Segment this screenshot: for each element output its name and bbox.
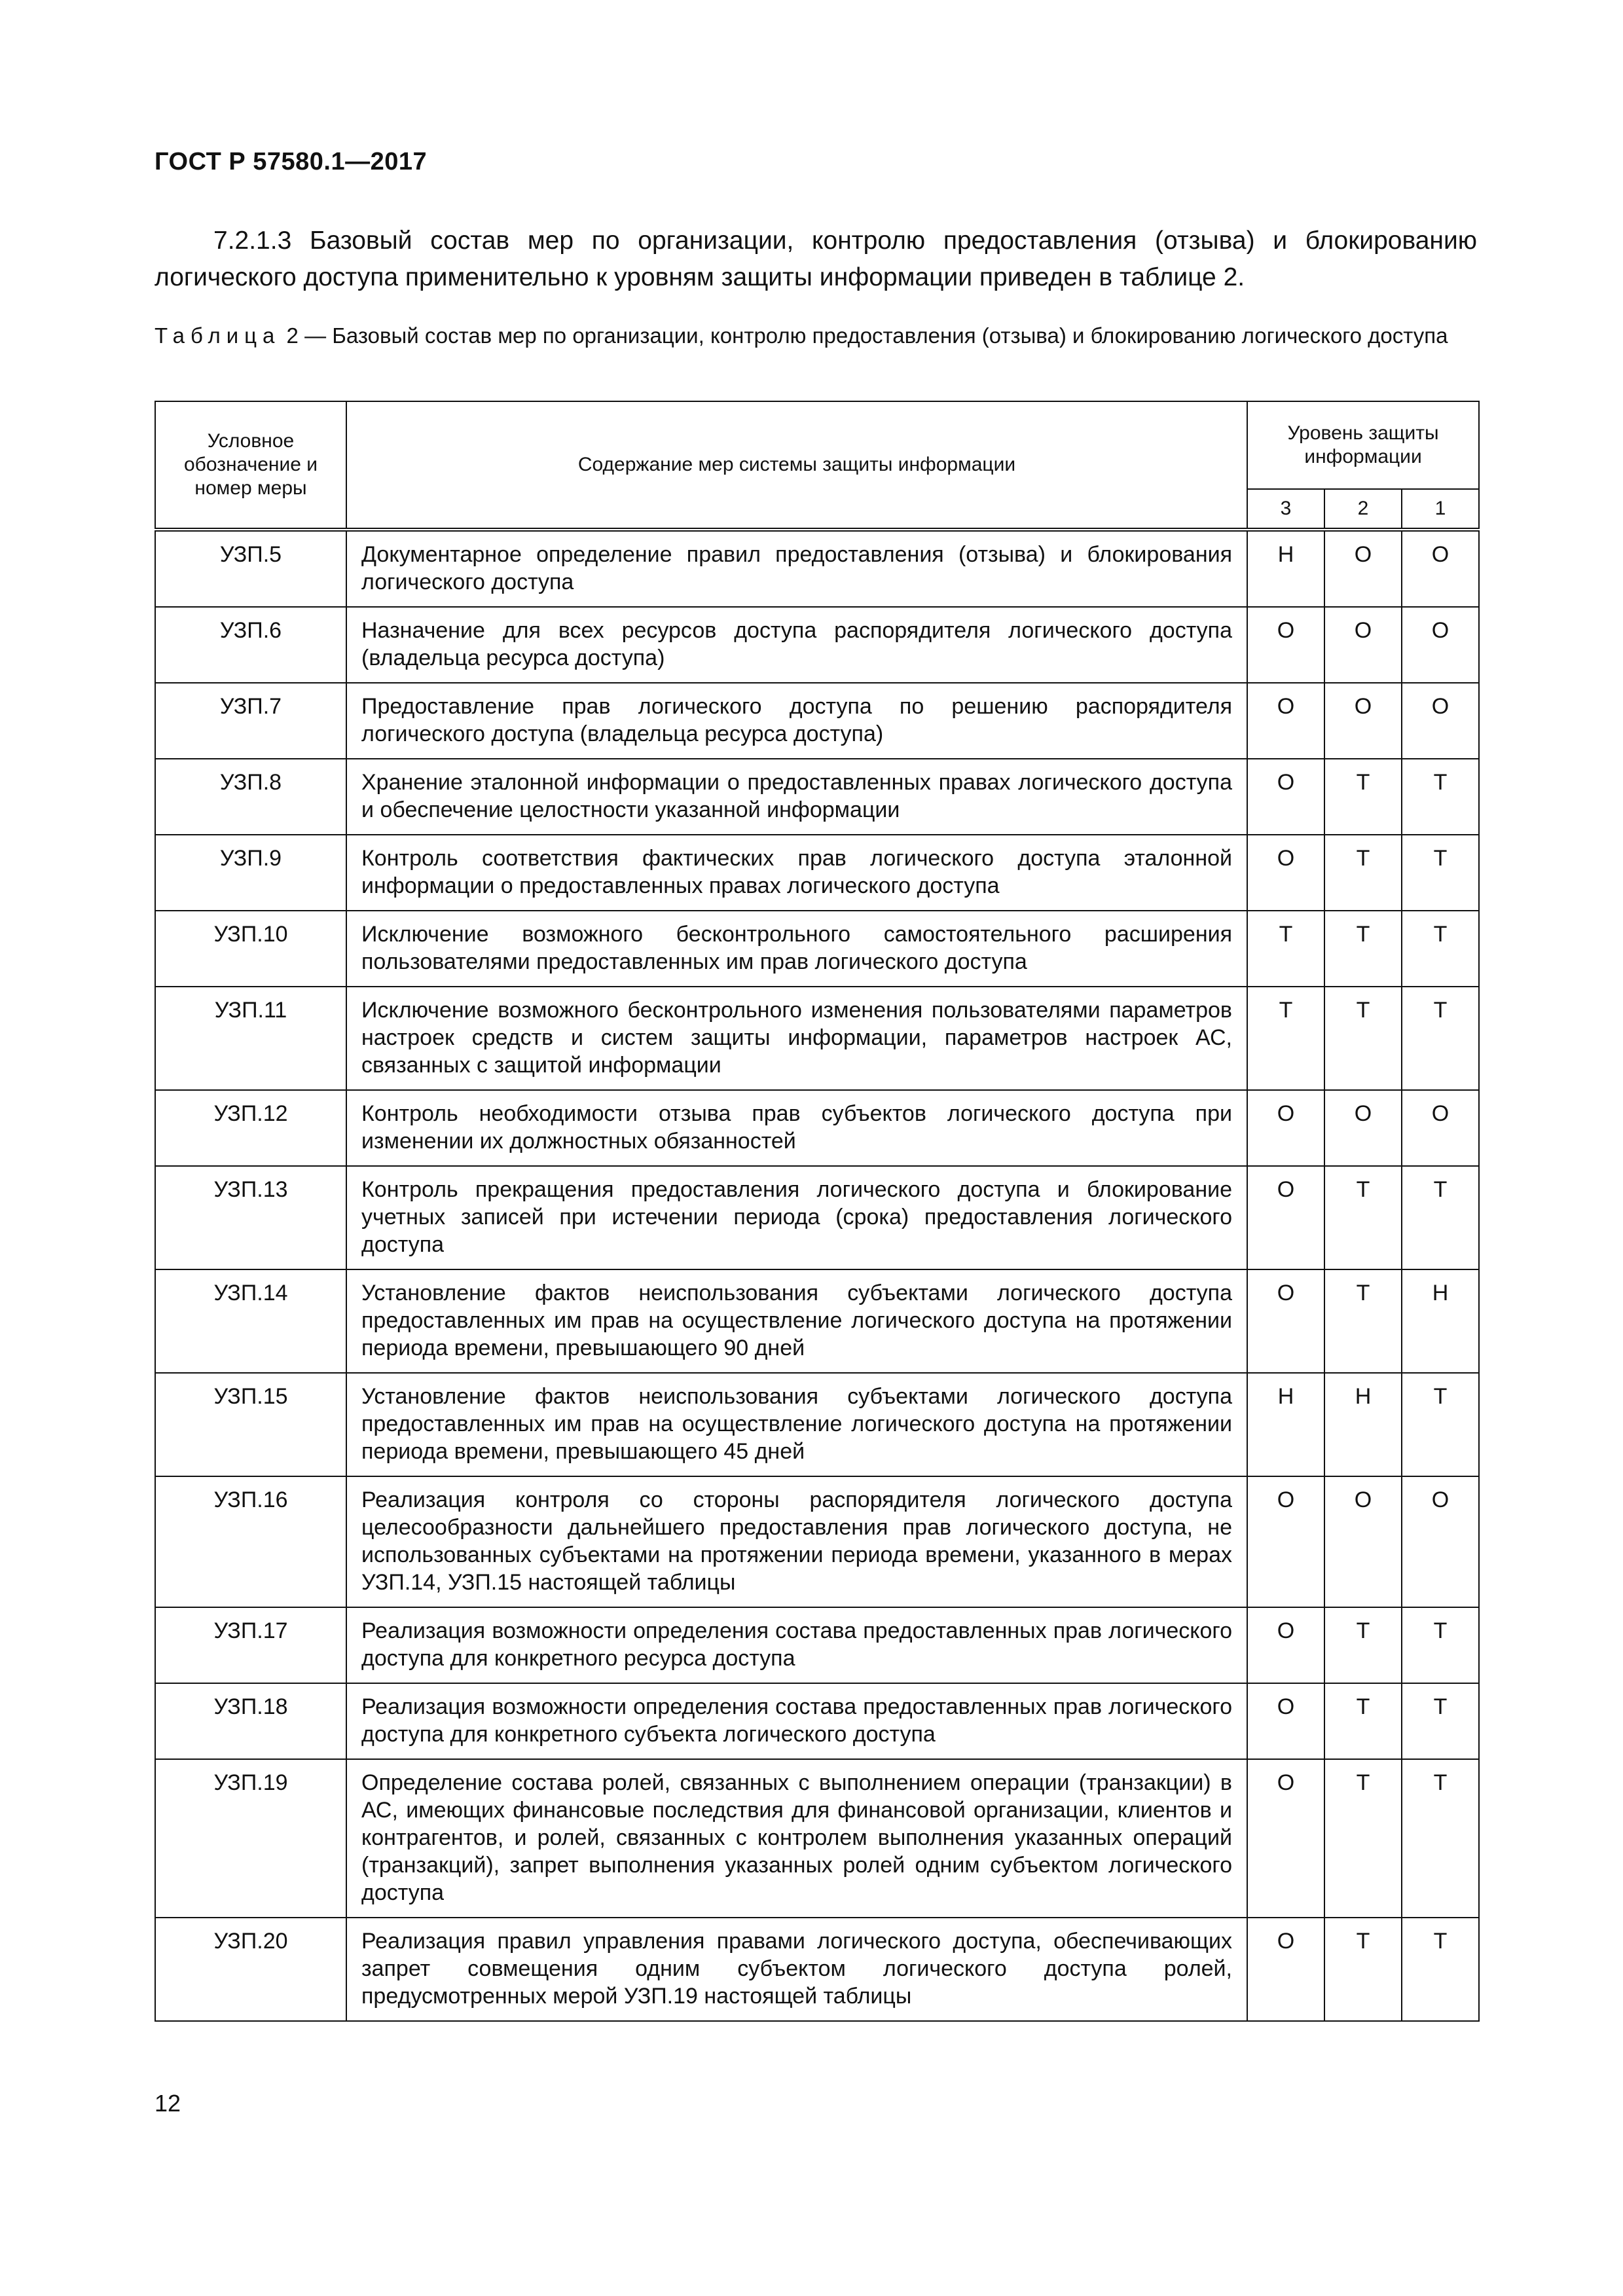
- measure-content: Реализация контроля со стороны распорядителя логического доступа целесообразности дальнейшего предоставления прав логического доступа, не использованных субъектами на протяжении периода времени, указанного в мерах УЗП.14, УЗП.15 настоящей таблицы: [346, 1476, 1247, 1607]
- level-1-value: О: [1402, 1476, 1479, 1607]
- measure-content: Назначение для всех ресурсов доступа распорядителя логического доступа (владельца ресурса доступа): [346, 607, 1247, 683]
- intro-paragraph: 7.2.1.3 Базовый состав мер по организации, контролю предоставления (отзыва) и блокированию логического доступа применительно к уровням защиты информации приведен в таблице 2.: [155, 227, 1477, 291]
- measure-code: УЗП.8: [155, 759, 346, 835]
- level-3-value: О: [1247, 1607, 1324, 1683]
- level-3-value: О: [1247, 1269, 1324, 1373]
- level-3-value: О: [1247, 1918, 1324, 2021]
- measure-code: УЗП.13: [155, 1166, 346, 1269]
- measure-content: Документарное определение правил предоставления (отзыва) и блокирования логического доступа: [346, 530, 1247, 607]
- table-row: [155, 1090, 1479, 1166]
- level-3-value: О: [1247, 683, 1324, 759]
- level-2-value: О: [1324, 530, 1402, 607]
- measure-content: Установление фактов неиспользования субъектами логического доступа предоставленных им прав на осуществление логического доступа на протяжении периода времени, превышающего 90 дней: [346, 1269, 1247, 1373]
- measure-code: УЗП.18: [155, 1683, 346, 1759]
- level-3-value: Н: [1247, 1373, 1324, 1476]
- level-1-value: Т: [1402, 1683, 1479, 1759]
- level-1-value: О: [1402, 1090, 1479, 1166]
- level-2-value: О: [1324, 683, 1402, 759]
- measure-content: Контроль прекращения предоставления логического доступа и блокирование учетных записей при истечении периода (срока) предоставления логического доступа: [346, 1166, 1247, 1269]
- measure-code: УЗП.20: [155, 1918, 346, 2021]
- column-header-code: Условное обозначение и номер меры: [155, 401, 346, 530]
- table-row: [155, 1759, 1479, 1918]
- measure-code: УЗП.6: [155, 607, 346, 683]
- measure-content: Реализация возможности определения состава предоставленных прав логического доступа для конкретного субъекта логического доступа: [346, 1683, 1247, 1759]
- measure-code: УЗП.19: [155, 1759, 346, 1918]
- level-2-value: Т: [1324, 987, 1402, 1090]
- measure-code: УЗП.7: [155, 683, 346, 759]
- level-3-value: О: [1247, 607, 1324, 683]
- table-row: [155, 911, 1479, 987]
- level-2-value: Т: [1324, 1607, 1402, 1683]
- measure-content: Определение состава ролей, связанных с выполнением операции (транзакции) в АС, имеющих финансовые последствия для финансовой организации, клиентов и контрагентов, и ролей, связанных с контролем выполнения указанных операций (транзакций), запрет выполнения указанных ролей одним субъектом логического доступа: [346, 1759, 1247, 1918]
- table-row: [155, 1683, 1479, 1759]
- level-2-value: Т: [1324, 759, 1402, 835]
- table-row: [155, 1166, 1479, 1269]
- measure-code: УЗП.14: [155, 1269, 346, 1373]
- level-1-value: Т: [1402, 911, 1479, 987]
- level-3-value: О: [1247, 1090, 1324, 1166]
- level-1-value: Т: [1402, 759, 1479, 835]
- level-3-value: О: [1247, 1683, 1324, 1759]
- level-3-value: О: [1247, 759, 1324, 835]
- table-row: [155, 1269, 1479, 1373]
- table-row: [155, 1476, 1479, 1607]
- measure-content: Исключение возможного бесконтрольного изменения пользователями параметров настроек средств и систем защиты информации, параметров настроек АС, связанных с защитой информации: [346, 987, 1247, 1090]
- measure-code: УЗП.17: [155, 1607, 346, 1683]
- column-header-level-2: 2: [1324, 489, 1402, 530]
- measure-content: Реализация возможности определения состава предоставленных прав логического доступа для конкретного ресурса доступа: [346, 1607, 1247, 1683]
- table-caption-text: 2 — Базовый состав мер по организации, контролю предоставления (отзыва) и блокированию логического доступа: [280, 323, 1448, 348]
- measure-code: УЗП.12: [155, 1090, 346, 1166]
- measure-content: Исключение возможного бесконтрольного самостоятельного расширения пользователями предоставленных им прав логического доступа: [346, 911, 1247, 987]
- column-header-level-group: Уровень защиты информации: [1247, 401, 1479, 489]
- table-caption: [155, 321, 1477, 351]
- level-1-value: Т: [1402, 1607, 1479, 1683]
- level-2-value: Н: [1324, 1373, 1402, 1476]
- measure-content: Хранение эталонной информации о предоставленных правах логического доступа и обеспечение целостности указанной информации: [346, 759, 1247, 835]
- level-2-value: О: [1324, 1090, 1402, 1166]
- level-2-value: Т: [1324, 1166, 1402, 1269]
- column-header-level-1: 1: [1402, 489, 1479, 530]
- level-1-value: Н: [1402, 1269, 1479, 1373]
- table-row: [155, 835, 1479, 911]
- level-1-value: О: [1402, 607, 1479, 683]
- level-3-value: Т: [1247, 911, 1324, 987]
- page-number: 12: [155, 2090, 181, 2117]
- level-3-value: О: [1247, 1166, 1324, 1269]
- measure-code: УЗП.15: [155, 1373, 346, 1476]
- table-row: [155, 1918, 1479, 2021]
- level-2-value: О: [1324, 607, 1402, 683]
- table-row: [155, 530, 1479, 607]
- level-3-value: О: [1247, 835, 1324, 911]
- level-2-value: Т: [1324, 1759, 1402, 1918]
- level-2-value: Т: [1324, 1683, 1402, 1759]
- level-1-value: О: [1402, 530, 1479, 607]
- level-2-value: Т: [1324, 911, 1402, 987]
- level-1-value: Т: [1402, 1166, 1479, 1269]
- document-standard-header: ГОСТ Р 57580.1—2017: [155, 148, 428, 175]
- measure-code: УЗП.9: [155, 835, 346, 911]
- measure-code: УЗП.5: [155, 530, 346, 607]
- measure-content: Реализация правил управления правами логического доступа, обеспечивающих запрет совмещения одним субъектом логического доступа ролей, предусмотренных мерой УЗП.19 настоящей таблицы: [346, 1918, 1247, 2021]
- measure-content: Контроль необходимости отзыва прав субъектов логического доступа при изменении их должностных обязанностей: [346, 1090, 1247, 1166]
- level-1-value: Т: [1402, 987, 1479, 1090]
- table-row: [155, 683, 1479, 759]
- table-row: [155, 607, 1479, 683]
- column-header-content: Содержание мер системы защиты информации: [346, 401, 1247, 530]
- table-row: [155, 1373, 1479, 1476]
- level-2-value: Т: [1324, 835, 1402, 911]
- level-3-value: Н: [1247, 530, 1324, 607]
- level-1-value: Т: [1402, 1759, 1479, 1918]
- measure-code: УЗП.11: [155, 987, 346, 1090]
- measure-code: УЗП.10: [155, 911, 346, 987]
- measure-content: Установление фактов неиспользования субъектами логического доступа предоставленных им прав на осуществление логического доступа на протяжении периода времени, превышающего 45 дней: [346, 1373, 1247, 1476]
- column-header-level-3: 3: [1247, 489, 1324, 530]
- level-2-value: О: [1324, 1476, 1402, 1607]
- level-2-value: Т: [1324, 1269, 1402, 1373]
- table-row: [155, 987, 1479, 1090]
- measure-content: Контроль соответствия фактических прав логического доступа эталонной информации о предоставленных правах логического доступа: [346, 835, 1247, 911]
- level-1-value: Т: [1402, 1918, 1479, 2021]
- table-row: [155, 1607, 1479, 1683]
- measure-code: УЗП.16: [155, 1476, 346, 1607]
- table-header-row: [155, 401, 1479, 489]
- level-3-value: О: [1247, 1476, 1324, 1607]
- table-caption-label: Таблица: [155, 323, 281, 348]
- table-header: [155, 401, 1479, 530]
- measures-table: [155, 401, 1480, 2022]
- level-1-value: Т: [1402, 835, 1479, 911]
- level-1-value: Т: [1402, 1373, 1479, 1476]
- table-row: [155, 759, 1479, 835]
- table-body: [155, 530, 1479, 2021]
- level-2-value: Т: [1324, 1918, 1402, 2021]
- level-1-value: О: [1402, 683, 1479, 759]
- measure-content: Предоставление прав логического доступа по решению распорядителя логического доступа (владельца ресурса доступа): [346, 683, 1247, 759]
- level-3-value: Т: [1247, 987, 1324, 1090]
- level-3-value: О: [1247, 1759, 1324, 1918]
